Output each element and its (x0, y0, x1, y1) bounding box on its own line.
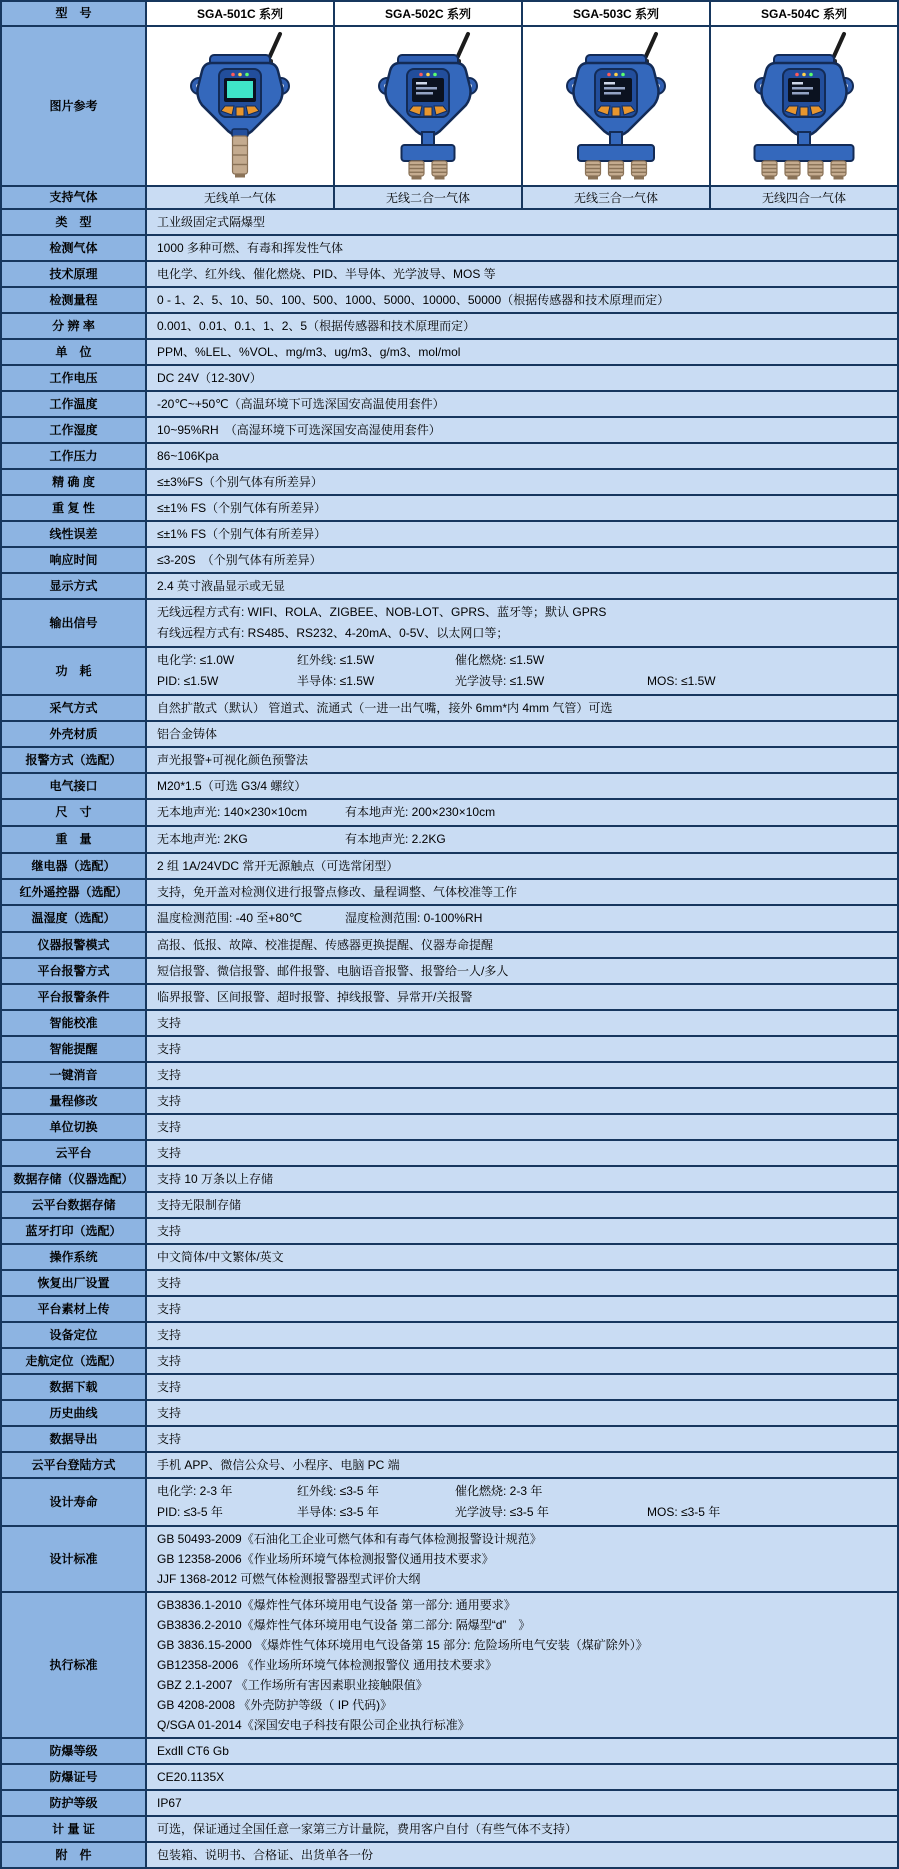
spec-value-cell (147, 1167, 897, 1191)
row-label: 技术原理 (2, 262, 147, 286)
gas-detector-illustration-icon (714, 29, 894, 184)
row-label: 量程修改 (2, 1089, 147, 1113)
table-row (2, 1349, 897, 1375)
row-label: 防爆等级 (2, 1739, 147, 1763)
spec-value-cell (147, 1219, 897, 1243)
spec-value-cell (147, 366, 897, 390)
spec-value-segment: 有本地声光: 200×230×10cm (345, 805, 496, 819)
spec-value-line: GB3836.1-2010《爆炸性气体环境用电气设备 第一部分: 通用要求》 (157, 1598, 516, 1612)
row-label: 类 型 (2, 210, 147, 234)
spec-value-line: Q/SGA 01-2014《深国安电子科技有限公司企业执行标准》 (157, 1718, 470, 1732)
row-label: 采气方式 (2, 696, 147, 720)
table-row (2, 574, 897, 600)
spec-value-segment: 催化燃烧: 2-3 年 (455, 1484, 543, 1498)
spec-value: 支持 (157, 1302, 182, 1316)
spec-value-cell (147, 1739, 897, 1763)
spec-value-cell (147, 392, 897, 416)
spec-value-segment: 湿度检测范围: 0-100%RH (345, 911, 483, 925)
table-row (2, 854, 897, 880)
row-label: 数据导出 (2, 1427, 147, 1451)
spec-value: ≤±1% FS（个别气体有所差异） (157, 501, 327, 515)
table-row (2, 1843, 897, 1867)
row-label: 防爆证号 (2, 1765, 147, 1789)
spec-value-segment: 红外线: ≤1.5W (297, 653, 375, 667)
row-label: 走航定位（选配） (2, 1349, 147, 1373)
model-header-cell: SGA-501C 系列 (147, 2, 333, 25)
table-row (2, 1037, 897, 1063)
spec-value-segment: 温度检测范围: -40 至+80℃ (157, 911, 303, 925)
spec-value: 支持 (157, 1328, 182, 1342)
table-row (2, 1375, 897, 1401)
row-label: 电气接口 (2, 774, 147, 798)
row-label: 外壳材质 (2, 722, 147, 746)
spec-value: 支持 (157, 1224, 182, 1238)
spec-value: PPM、%LEL、%VOL、mg/m3、ug/m3、g/m3、mol/mol (157, 345, 461, 359)
row-label: 工作压力 (2, 444, 147, 468)
spec-value: 支持无限制存储 (157, 1198, 242, 1212)
spec-value-segment: 光学波导: ≤1.5W (455, 674, 545, 688)
spec-value-cell (147, 1427, 897, 1451)
spec-value: 临界报警、区间报警、超时报警、掉线报警、异常开/关报警 (157, 990, 473, 1004)
spec-value-segment: 光学波导: ≤3-5 年 (455, 1505, 549, 1519)
model-header-cell: SGA-502C 系列 (333, 2, 521, 25)
spec-value-cell (147, 1593, 897, 1737)
table-row (2, 906, 897, 933)
spec-value-cell (147, 340, 897, 364)
table-row (2, 933, 897, 959)
spec-value: 10~95%RH （高湿环境下可选深国安高湿使用套件） (157, 423, 441, 437)
spec-value: 86~106Kpa (157, 449, 219, 463)
spec-value: 0 - 1、2、5、10、50、100、500、1000、5000、10000、50000（根据传感器和技术原理而定） (157, 293, 670, 307)
spec-value: 支持 (157, 1094, 182, 1108)
spec-value-line: 无线远程方式有: WIFI、ROLA、ZIGBEE、NOB-LOT、GPRS、蓝牙等；默认 GPRS (157, 605, 607, 619)
table-row (2, 236, 897, 262)
spec-value-cell (147, 1011, 897, 1035)
row-label: 报警方式（选配） (2, 748, 147, 772)
spec-value-line: GBZ 2.1-2007 《工作场所有害因素职业接触限值》 (157, 1678, 428, 1692)
spec-value: DC 24V（12-30V） (157, 371, 262, 385)
row-label: 蓝牙打印（选配） (2, 1219, 147, 1243)
spec-value: ≤3-20S （个别气体有所差异） (157, 553, 322, 567)
product-image (709, 27, 897, 185)
spec-value-cell (147, 600, 897, 646)
row-label: 工作湿度 (2, 418, 147, 442)
spec-value-cell (147, 1375, 897, 1399)
row-label: 功 耗 (2, 648, 147, 694)
header-row (2, 2, 897, 27)
table-row (2, 827, 897, 854)
row-label: 设备定位 (2, 1323, 147, 1347)
spec-value: ≤±1% FS（个别气体有所差异） (157, 527, 327, 541)
spec-value-line: JJF 1368-2012 可燃气体检测报警器型式评价大纲 (157, 1572, 421, 1586)
table-row (2, 1791, 897, 1817)
row-label: 一键消音 (2, 1063, 147, 1087)
spec-cell: 无线四合一气体 (709, 187, 897, 208)
table-row (2, 1271, 897, 1297)
spec-value: 0.001、0.01、0.1、1、2、5（根据传感器和技术原理而定） (157, 319, 476, 333)
spec-value: IP67 (157, 1796, 182, 1810)
table-row (2, 187, 897, 210)
table-row (2, 774, 897, 800)
table-row (2, 470, 897, 496)
table-row (2, 1427, 897, 1453)
spec-value: 可选，保证通过全国任意一家第三方计量院，费用客户自付（有些气体不支持） (157, 1822, 578, 1836)
spec-value-cell (147, 933, 897, 957)
spec-value-cell (147, 548, 897, 572)
model-header-cell: SGA-503C 系列 (521, 2, 709, 25)
model-header-cells (147, 2, 897, 25)
row-label-images: 图片参考 (2, 27, 147, 185)
spec-value: 短信报警、微信报警、邮件报警、电脑语音报警、报警给一人/多人 (157, 964, 509, 978)
spec-value: 支持，免开盖对检测仪进行报警点修改、量程调整、气体校准等工作 (157, 885, 518, 899)
spec-value: 支持 (157, 1120, 182, 1134)
spec-value-cell (147, 1193, 897, 1217)
table-row (2, 880, 897, 906)
spec-value-cell (147, 748, 897, 772)
spec-value-cell (147, 696, 897, 720)
table-row (2, 262, 897, 288)
spec-value-line (157, 829, 887, 850)
table-row (2, 648, 897, 696)
spec-value-cell (147, 1115, 897, 1139)
row-label: 输出信号 (2, 600, 147, 646)
spec-cell: 无线二合一气体 (333, 187, 521, 208)
spec-value-line (157, 1502, 887, 1523)
table-row (2, 1089, 897, 1115)
table-row (2, 522, 897, 548)
spec-value: 工业级固定式隔爆型 (157, 215, 266, 229)
spec-value-segment: PID: ≤3-5 年 (157, 1505, 223, 1519)
spec-value-cell (147, 1037, 897, 1061)
table-row (2, 418, 897, 444)
spec-cell: 无线单一气体 (147, 187, 333, 208)
spec-value: 支持 (157, 1146, 182, 1160)
spec-value: 支持 (157, 1276, 182, 1290)
spec-value: 支持 (157, 1432, 182, 1446)
spec-value-cell (147, 1089, 897, 1113)
spec-value-cell (147, 1527, 897, 1591)
row-label: 历史曲线 (2, 1401, 147, 1425)
spec-value-segment: 有本地声光: 2.2KG (345, 832, 446, 846)
table-row (2, 600, 897, 648)
spec-value: 电化学、红外线、催化燃烧、PID、半导体、光学波导、MOS 等 (157, 267, 496, 281)
row-label: 数据下载 (2, 1375, 147, 1399)
gas-detector-illustration-icon (338, 29, 518, 184)
spec-value-segment: 电化学: 2-3 年 (157, 1484, 233, 1498)
table-row (2, 748, 897, 774)
spec-value: 支持 (157, 1380, 182, 1394)
table-row (2, 722, 897, 748)
spec-value-cell (147, 985, 897, 1009)
table-row (2, 1011, 897, 1037)
spec-value: 铝合金铸体 (157, 727, 218, 741)
row-label: 云平台登陆方式 (2, 1453, 147, 1477)
spec-value: 手机 APP、微信公众号、小程序、电脑 PC 端 (157, 1458, 400, 1472)
product-image-cells (147, 27, 897, 185)
row-label: 精 确 度 (2, 470, 147, 494)
spec-value-line (157, 650, 887, 671)
spec-value-cell (147, 880, 897, 904)
spec-value-segment: 无本地声光: 140×230×10cm (157, 805, 308, 819)
spec-value-segment: 半导体: ≤3-5 年 (297, 1505, 379, 1519)
spec-cell: 无线三合一气体 (521, 187, 709, 208)
spec-value-cell (147, 1245, 897, 1269)
row-label: 仪器报警模式 (2, 933, 147, 957)
table-row (2, 210, 897, 236)
row-cells (147, 187, 897, 208)
table-row (2, 366, 897, 392)
spec-value-cell (147, 262, 897, 286)
row-label: 响应时间 (2, 548, 147, 572)
table-row (2, 1765, 897, 1791)
row-label: 数据存储（仪器选配） (2, 1167, 147, 1191)
spec-value-line (157, 802, 887, 823)
spec-value-cell (147, 774, 897, 798)
row-label-model: 型 号 (2, 2, 147, 25)
row-label: 重 复 性 (2, 496, 147, 520)
spec-value-cell (147, 648, 897, 694)
spec-value: -20℃~+50℃（高温环境下可选深国安高温使用套件） (157, 397, 445, 411)
spec-value-line: GB 3836.15-2000 《爆炸性气体环境用电气设备第 15 部分: 危险场所电气安装（煤矿除外）》 (157, 1638, 648, 1652)
spec-value: CE20.1135X (157, 1770, 225, 1784)
product-image (147, 27, 333, 185)
table-row (2, 1115, 897, 1141)
row-label: 计 量 证 (2, 1817, 147, 1841)
spec-value-cell (147, 496, 897, 520)
spec-value-cell (147, 1843, 897, 1867)
table-row (2, 496, 897, 522)
spec-value-cell (147, 1063, 897, 1087)
spec-value-cell (147, 522, 897, 546)
table-row (2, 1401, 897, 1427)
spec-value: 1000 多种可燃、有毒和挥发性气体 (157, 241, 344, 255)
table-row (2, 1063, 897, 1089)
table-row (2, 1193, 897, 1219)
row-label: 重 量 (2, 827, 147, 852)
row-label: 设计寿命 (2, 1479, 147, 1525)
spec-value-cell (147, 444, 897, 468)
spec-value: 声光报警+可视化颜色预警法 (157, 753, 309, 767)
table-row (2, 1817, 897, 1843)
row-label: 恢复出厂设置 (2, 1271, 147, 1295)
table-row (2, 548, 897, 574)
spec-value: M20*1.5（可选 G3/4 螺纹） (157, 779, 307, 793)
spec-value: 支持 (157, 1406, 182, 1420)
spec-value-segment: 红外线: ≤3-5 年 (297, 1484, 379, 1498)
table-row (2, 800, 897, 827)
spec-value-cell (147, 1271, 897, 1295)
spec-value-segment: MOS: ≤1.5W (647, 674, 716, 688)
spec-value-cell (147, 314, 897, 338)
table-row (2, 1219, 897, 1245)
table-row (2, 314, 897, 340)
spec-value: 支持 (157, 1068, 182, 1082)
table-row (2, 1527, 897, 1593)
product-image (521, 27, 709, 185)
table-row (2, 1297, 897, 1323)
spec-value-cell (147, 1479, 897, 1525)
row-label: 设计标准 (2, 1527, 147, 1591)
row-label: 单位切换 (2, 1115, 147, 1139)
spec-value: 2.4 英寸液晶显示或无显 (157, 579, 286, 593)
table-row (2, 392, 897, 418)
row-label: 附 件 (2, 1843, 147, 1867)
row-label: 分 辨 率 (2, 314, 147, 338)
spec-value-line (157, 908, 887, 929)
spec-value-cell (147, 1453, 897, 1477)
spec-value-cell (147, 827, 897, 852)
row-label: 防护等级 (2, 1791, 147, 1815)
row-label: 平台报警条件 (2, 985, 147, 1009)
table-row (2, 985, 897, 1011)
table-row (2, 1479, 897, 1527)
row-label: 继电器（选配） (2, 854, 147, 878)
table-row (2, 1141, 897, 1167)
spec-value-segment: 半导体: ≤1.5W (297, 674, 375, 688)
row-label: 红外遥控器（选配） (2, 880, 147, 904)
row-label: 智能提醒 (2, 1037, 147, 1061)
table-row (2, 288, 897, 314)
spec-value-cell (147, 1765, 897, 1789)
spec-value-line (157, 671, 887, 692)
table-row (2, 444, 897, 470)
spec-value-cell (147, 210, 897, 234)
spec-value: 自然扩散式（默认） 管道式、流通式（一进一出气嘴，接外 6mm*内 4mm 气管）可选 (157, 701, 613, 715)
row-label: 检测气体 (2, 236, 147, 260)
spec-value-line: GB 12358-2006《作业场所环境气体检测报警仪通用技术要求》 (157, 1552, 494, 1566)
table-row (2, 1739, 897, 1765)
table-row (2, 1323, 897, 1349)
spec-value-cell (147, 574, 897, 598)
spec-value-cell (147, 418, 897, 442)
spec-value-segment: 无本地声光: 2KG (157, 832, 248, 846)
spec-value: 支持 (157, 1016, 182, 1030)
spec-value-cell (147, 1401, 897, 1425)
spec-value-cell (147, 722, 897, 746)
spec-value-cell (147, 1349, 897, 1373)
spec-value: 支持 (157, 1042, 182, 1056)
spec-value-segment: 电化学: ≤1.0W (157, 653, 235, 667)
spec-value: ExdⅡ CT6 Gb (157, 1744, 229, 1758)
row-label: 工作电压 (2, 366, 147, 390)
row-label: 线性误差 (2, 522, 147, 546)
spec-value-segment: MOS: ≤3-5 年 (647, 1505, 721, 1519)
spec-value-cell (147, 1791, 897, 1815)
row-label: 单 位 (2, 340, 147, 364)
table-row (2, 1245, 897, 1271)
spec-value-cell (147, 1141, 897, 1165)
spec-value: 支持 10 万条以上存储 (157, 1172, 274, 1186)
spec-value-line (157, 1481, 887, 1502)
spec-value-cell (147, 906, 897, 931)
product-image (333, 27, 521, 185)
spec-value-cell (147, 800, 897, 825)
row-label: 显示方式 (2, 574, 147, 598)
spec-value-line: 有线远程方式有: RS485、RS232、4-20mA、0-5V、以太网口等； (157, 626, 509, 640)
row-label: 云平台 (2, 1141, 147, 1165)
spec-value: ≤±3%FS（个别气体有所差异） (157, 475, 323, 489)
spec-value-cell (147, 959, 897, 983)
spec-value-cell (147, 236, 897, 260)
spec-value-cell (147, 1297, 897, 1321)
images-row (2, 27, 897, 187)
row-label: 平台素材上传 (2, 1297, 147, 1321)
spec-value: 高报、低报、故障、校准提醒、传感器更换提醒、仪器寿命提醒 (157, 938, 494, 952)
row-label: 智能校准 (2, 1011, 147, 1035)
row-label: 支持气体 (2, 187, 147, 208)
spec-value-cell (147, 1817, 897, 1841)
gas-detector-illustration-icon (150, 29, 330, 184)
row-label: 温湿度（选配） (2, 906, 147, 931)
model-header-cell: SGA-504C 系列 (709, 2, 897, 25)
spec-value-line: GB 50493-2009《石油化工企业可燃气体和有毒气体检测报警设计规范》 (157, 1532, 542, 1546)
row-label: 尺 寸 (2, 800, 147, 825)
table-row (2, 696, 897, 722)
spec-value-line: GB3836.2-2010《爆炸性气体环境用电气设备 第二部分: 隔爆型“d” 》 (157, 1618, 531, 1632)
row-label: 检测量程 (2, 288, 147, 312)
spec-value-cell (147, 470, 897, 494)
table-row (2, 340, 897, 366)
spec-value-segment: 催化燃烧: ≤1.5W (455, 653, 545, 667)
table-row (2, 1593, 897, 1739)
row-label: 执行标准 (2, 1593, 147, 1737)
spec-value: 包装箱、说明书、合格证、出货单各一份 (157, 1848, 374, 1862)
table-row (2, 1167, 897, 1193)
row-label: 操作系统 (2, 1245, 147, 1269)
spec-value-cell (147, 1323, 897, 1347)
row-label: 平台报警方式 (2, 959, 147, 983)
spec-value-cell (147, 854, 897, 878)
spec-value: 2 组 1A/24VDC 常开无源触点（可选常闭型） (157, 859, 399, 873)
spec-value-cell (147, 288, 897, 312)
table-row (2, 959, 897, 985)
table-row (2, 1453, 897, 1479)
spec-value: 支持 (157, 1354, 182, 1368)
gas-detector-illustration-icon (526, 29, 706, 184)
row-label: 云平台数据存储 (2, 1193, 147, 1217)
spec-value: 中文简体/中文繁体/英文 (157, 1250, 284, 1264)
spec-value-line: GB12358-2006 《作业场所环境气体检测报警仪 通用技术要求》 (157, 1658, 498, 1672)
spec-value-segment: PID: ≤1.5W (157, 674, 219, 688)
row-label: 工作温度 (2, 392, 147, 416)
spec-value-line: GB 4208-2008 《外壳防护等级（ IP 代码)》 (157, 1698, 393, 1712)
